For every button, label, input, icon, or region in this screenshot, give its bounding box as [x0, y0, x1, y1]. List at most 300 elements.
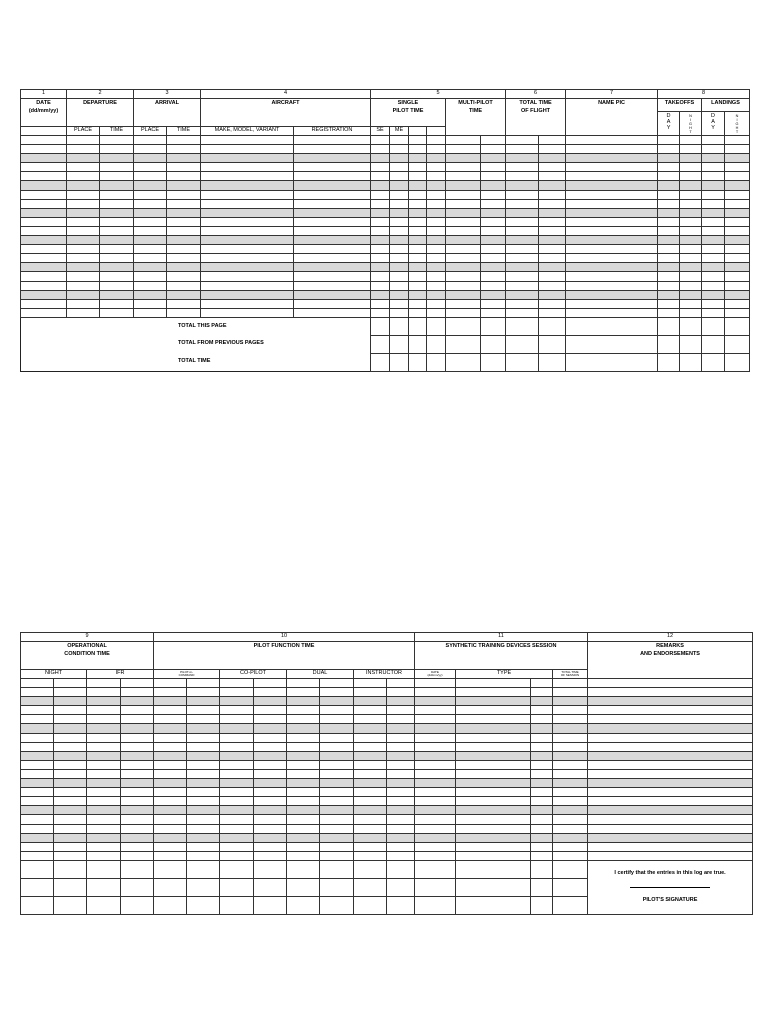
entry-cell[interactable]: [21, 154, 67, 163]
entry-cell[interactable]: [539, 217, 566, 226]
entry-cell[interactable]: [187, 842, 220, 851]
entry-cell[interactable]: [725, 163, 750, 172]
entry-cell[interactable]: [409, 236, 427, 245]
entry-cell[interactable]: [154, 697, 187, 706]
entry-cell[interactable]: [539, 172, 566, 181]
entry-cell[interactable]: [371, 145, 390, 154]
total-value-cell[interactable]: [371, 353, 390, 371]
entry-cell[interactable]: [21, 760, 54, 769]
entry-cell[interactable]: [446, 226, 481, 235]
entry-cell[interactable]: [134, 299, 167, 308]
entry-cell[interactable]: [254, 751, 287, 760]
entry-cell[interactable]: [506, 172, 539, 181]
entry-cell[interactable]: [553, 788, 588, 797]
entry-cell[interactable]: [446, 263, 481, 272]
entry-cell[interactable]: [287, 806, 320, 815]
entry-cell[interactable]: [725, 154, 750, 163]
entry-cell[interactable]: [287, 788, 320, 797]
entry-cell[interactable]: [21, 236, 67, 245]
entry-cell[interactable]: [539, 154, 566, 163]
entry-cell[interactable]: [725, 145, 750, 154]
entry-cell[interactable]: [415, 760, 456, 769]
entry-cell[interactable]: [154, 733, 187, 742]
entry-cell[interactable]: [287, 842, 320, 851]
entry-cell[interactable]: [21, 208, 67, 217]
entry-cell[interactable]: [588, 706, 753, 715]
total-value-cell[interactable]: [553, 896, 588, 914]
entry-cell[interactable]: [387, 679, 415, 688]
entry-cell[interactable]: [387, 806, 415, 815]
entry-cell[interactable]: [21, 308, 67, 317]
entry-cell[interactable]: [658, 254, 680, 263]
entry-cell[interactable]: [54, 724, 87, 733]
total-value-cell[interactable]: [390, 335, 409, 353]
entry-cell[interactable]: [371, 299, 390, 308]
entry-cell[interactable]: [254, 842, 287, 851]
entry-cell[interactable]: [371, 226, 390, 235]
entry-cell[interactable]: [588, 842, 753, 851]
entry-cell[interactable]: [371, 199, 390, 208]
total-value-cell[interactable]: [658, 317, 680, 335]
entry-cell[interactable]: [320, 788, 354, 797]
total-value-cell[interactable]: [725, 335, 750, 353]
entry-cell[interactable]: [154, 769, 187, 778]
entry-cell[interactable]: [87, 697, 121, 706]
entry-cell[interactable]: [21, 788, 54, 797]
entry-cell[interactable]: [134, 254, 167, 263]
entry-cell[interactable]: [390, 290, 409, 299]
entry-cell[interactable]: [354, 760, 387, 769]
entry-cell[interactable]: [21, 751, 54, 760]
entry-cell[interactable]: [702, 136, 725, 145]
entry-cell[interactable]: [320, 833, 354, 842]
entry-cell[interactable]: [287, 697, 320, 706]
entry-cell[interactable]: [456, 806, 531, 815]
total-value-cell[interactable]: [409, 317, 427, 335]
entry-cell[interactable]: [387, 688, 415, 697]
entry-cell[interactable]: [553, 760, 588, 769]
entry-cell[interactable]: [506, 226, 539, 235]
entry-cell[interactable]: [220, 697, 254, 706]
entry-cell[interactable]: [409, 254, 427, 263]
entry-cell[interactable]: [390, 154, 409, 163]
entry-cell[interactable]: [87, 706, 121, 715]
total-value-cell[interactable]: [54, 896, 87, 914]
entry-cell[interactable]: [100, 254, 134, 263]
entry-cell[interactable]: [154, 851, 187, 860]
entry-cell[interactable]: [254, 742, 287, 751]
entry-cell[interactable]: [134, 245, 167, 254]
entry-cell[interactable]: [87, 751, 121, 760]
entry-cell[interactable]: [427, 154, 446, 163]
entry-cell[interactable]: [680, 308, 702, 317]
total-value-cell[interactable]: [354, 896, 387, 914]
entry-cell[interactable]: [566, 136, 658, 145]
entry-cell[interactable]: [566, 245, 658, 254]
total-value-cell[interactable]: [658, 335, 680, 353]
entry-cell[interactable]: [588, 760, 753, 769]
entry-cell[interactable]: [387, 706, 415, 715]
entry-cell[interactable]: [531, 742, 553, 751]
entry-cell[interactable]: [553, 679, 588, 688]
entry-cell[interactable]: [446, 281, 481, 290]
entry-cell[interactable]: [680, 208, 702, 217]
entry-cell[interactable]: [658, 263, 680, 272]
entry-cell[interactable]: [320, 769, 354, 778]
entry-cell[interactable]: [539, 254, 566, 263]
entry-cell[interactable]: [371, 136, 390, 145]
entry-cell[interactable]: [456, 751, 531, 760]
entry-cell[interactable]: [390, 308, 409, 317]
entry-cell[interactable]: [134, 172, 167, 181]
entry-cell[interactable]: [409, 217, 427, 226]
entry-cell[interactable]: [87, 679, 121, 688]
entry-cell[interactable]: [134, 217, 167, 226]
entry-cell[interactable]: [725, 263, 750, 272]
entry-cell[interactable]: [100, 136, 134, 145]
total-value-cell[interactable]: [354, 860, 387, 878]
total-value-cell[interactable]: [427, 353, 446, 371]
entry-cell[interactable]: [702, 299, 725, 308]
total-value-cell[interactable]: [456, 878, 531, 896]
total-value-cell[interactable]: [387, 896, 415, 914]
total-value-cell[interactable]: [658, 353, 680, 371]
entry-cell[interactable]: [371, 281, 390, 290]
entry-cell[interactable]: [456, 706, 531, 715]
entry-cell[interactable]: [427, 136, 446, 145]
entry-cell[interactable]: [154, 806, 187, 815]
entry-cell[interactable]: [54, 779, 87, 788]
entry-cell[interactable]: [201, 254, 294, 263]
total-value-cell[interactable]: [566, 353, 658, 371]
entry-cell[interactable]: [354, 833, 387, 842]
entry-cell[interactable]: [371, 163, 390, 172]
entry-cell[interactable]: [390, 163, 409, 172]
entry-cell[interactable]: [539, 190, 566, 199]
entry-cell[interactable]: [134, 199, 167, 208]
entry-cell[interactable]: [481, 217, 506, 226]
total-value-cell[interactable]: [481, 353, 506, 371]
entry-cell[interactable]: [725, 254, 750, 263]
entry-cell[interactable]: [409, 245, 427, 254]
entry-cell[interactable]: [100, 226, 134, 235]
entry-cell[interactable]: [702, 254, 725, 263]
entry-cell[interactable]: [294, 208, 371, 217]
total-value-cell[interactable]: [187, 878, 220, 896]
entry-cell[interactable]: [427, 181, 446, 190]
entry-cell[interactable]: [87, 851, 121, 860]
entry-cell[interactable]: [294, 254, 371, 263]
entry-cell[interactable]: [21, 733, 54, 742]
entry-cell[interactable]: [725, 290, 750, 299]
entry-cell[interactable]: [21, 851, 54, 860]
entry-cell[interactable]: [320, 779, 354, 788]
entry-cell[interactable]: [167, 163, 201, 172]
entry-cell[interactable]: [167, 245, 201, 254]
entry-cell[interactable]: [506, 299, 539, 308]
entry-cell[interactable]: [531, 815, 553, 824]
entry-cell[interactable]: [588, 824, 753, 833]
entry-cell[interactable]: [187, 724, 220, 733]
entry-cell[interactable]: [21, 797, 54, 806]
entry-cell[interactable]: [531, 751, 553, 760]
entry-cell[interactable]: [187, 806, 220, 815]
entry-cell[interactable]: [154, 779, 187, 788]
entry-cell[interactable]: [187, 760, 220, 769]
total-value-cell[interactable]: [456, 860, 531, 878]
total-value-cell[interactable]: [320, 878, 354, 896]
entry-cell[interactable]: [387, 788, 415, 797]
entry-cell[interactable]: [658, 181, 680, 190]
total-value-cell[interactable]: [121, 860, 154, 878]
entry-cell[interactable]: [680, 281, 702, 290]
entry-cell[interactable]: [134, 263, 167, 272]
entry-cell[interactable]: [100, 181, 134, 190]
total-value-cell[interactable]: [531, 878, 553, 896]
entry-cell[interactable]: [134, 154, 167, 163]
entry-cell[interactable]: [167, 308, 201, 317]
entry-cell[interactable]: [409, 172, 427, 181]
entry-cell[interactable]: [294, 172, 371, 181]
total-value-cell[interactable]: [21, 896, 54, 914]
entry-cell[interactable]: [658, 190, 680, 199]
entry-cell[interactable]: [21, 742, 54, 751]
entry-cell[interactable]: [506, 281, 539, 290]
entry-cell[interactable]: [354, 715, 387, 724]
entry-cell[interactable]: [201, 208, 294, 217]
total-value-cell[interactable]: [702, 317, 725, 335]
entry-cell[interactable]: [680, 263, 702, 272]
entry-cell[interactable]: [287, 824, 320, 833]
entry-cell[interactable]: [21, 290, 67, 299]
entry-cell[interactable]: [87, 815, 121, 824]
entry-cell[interactable]: [21, 715, 54, 724]
entry-cell[interactable]: [531, 733, 553, 742]
entry-cell[interactable]: [220, 733, 254, 742]
entry-cell[interactable]: [187, 815, 220, 824]
entry-cell[interactable]: [294, 226, 371, 235]
total-value-cell[interactable]: [531, 896, 553, 914]
entry-cell[interactable]: [100, 281, 134, 290]
total-value-cell[interactable]: [254, 860, 287, 878]
entry-cell[interactable]: [201, 308, 294, 317]
entry-cell[interactable]: [725, 281, 750, 290]
entry-cell[interactable]: [566, 299, 658, 308]
entry-cell[interactable]: [506, 290, 539, 299]
entry-cell[interactable]: [21, 679, 54, 688]
entry-cell[interactable]: [294, 308, 371, 317]
entry-cell[interactable]: [201, 181, 294, 190]
entry-cell[interactable]: [371, 190, 390, 199]
entry-cell[interactable]: [702, 290, 725, 299]
entry-cell[interactable]: [531, 715, 553, 724]
entry-cell[interactable]: [566, 163, 658, 172]
entry-cell[interactable]: [187, 779, 220, 788]
total-value-cell[interactable]: [680, 335, 702, 353]
entry-cell[interactable]: [21, 769, 54, 778]
entry-cell[interactable]: [154, 842, 187, 851]
entry-cell[interactable]: [294, 217, 371, 226]
entry-cell[interactable]: [387, 842, 415, 851]
entry-cell[interactable]: [415, 788, 456, 797]
entry-cell[interactable]: [67, 254, 100, 263]
entry-cell[interactable]: [409, 163, 427, 172]
entry-cell[interactable]: [167, 236, 201, 245]
total-value-cell[interactable]: [680, 353, 702, 371]
total-value-cell[interactable]: [87, 878, 121, 896]
entry-cell[interactable]: [427, 308, 446, 317]
entry-cell[interactable]: [187, 715, 220, 724]
entry-cell[interactable]: [390, 254, 409, 263]
entry-cell[interactable]: [254, 824, 287, 833]
entry-cell[interactable]: [167, 190, 201, 199]
entry-cell[interactable]: [531, 842, 553, 851]
entry-cell[interactable]: [154, 724, 187, 733]
total-value-cell[interactable]: [539, 353, 566, 371]
entry-cell[interactable]: [121, 788, 154, 797]
entry-cell[interactable]: [680, 163, 702, 172]
entry-cell[interactable]: [67, 181, 100, 190]
entry-cell[interactable]: [371, 272, 390, 281]
total-value-cell[interactable]: [371, 317, 390, 335]
entry-cell[interactable]: [531, 788, 553, 797]
total-value-cell[interactable]: [287, 896, 320, 914]
entry-cell[interactable]: [456, 779, 531, 788]
total-value-cell[interactable]: [446, 317, 481, 335]
entry-cell[interactable]: [21, 824, 54, 833]
entry-cell[interactable]: [21, 842, 54, 851]
entry-cell[interactable]: [658, 208, 680, 217]
entry-cell[interactable]: [100, 299, 134, 308]
entry-cell[interactable]: [167, 281, 201, 290]
entry-cell[interactable]: [702, 217, 725, 226]
entry-cell[interactable]: [54, 742, 87, 751]
entry-cell[interactable]: [54, 751, 87, 760]
entry-cell[interactable]: [294, 181, 371, 190]
entry-cell[interactable]: [680, 199, 702, 208]
entry-cell[interactable]: [588, 688, 753, 697]
entry-cell[interactable]: [539, 308, 566, 317]
entry-cell[interactable]: [566, 217, 658, 226]
entry-cell[interactable]: [67, 299, 100, 308]
entry-cell[interactable]: [294, 163, 371, 172]
entry-cell[interactable]: [320, 851, 354, 860]
entry-cell[interactable]: [354, 769, 387, 778]
entry-cell[interactable]: [387, 697, 415, 706]
entry-cell[interactable]: [531, 851, 553, 860]
entry-cell[interactable]: [187, 797, 220, 806]
entry-cell[interactable]: [21, 199, 67, 208]
entry-cell[interactable]: [409, 181, 427, 190]
entry-cell[interactable]: [134, 181, 167, 190]
entry-cell[interactable]: [287, 733, 320, 742]
entry-cell[interactable]: [680, 290, 702, 299]
entry-cell[interactable]: [121, 797, 154, 806]
entry-cell[interactable]: [415, 688, 456, 697]
entry-cell[interactable]: [658, 281, 680, 290]
entry-cell[interactable]: [390, 181, 409, 190]
entry-cell[interactable]: [134, 281, 167, 290]
entry-cell[interactable]: [67, 163, 100, 172]
entry-cell[interactable]: [294, 245, 371, 254]
entry-cell[interactable]: [506, 272, 539, 281]
entry-cell[interactable]: [531, 706, 553, 715]
entry-cell[interactable]: [287, 769, 320, 778]
entry-cell[interactable]: [506, 208, 539, 217]
entry-cell[interactable]: [387, 779, 415, 788]
entry-cell[interactable]: [100, 217, 134, 226]
entry-cell[interactable]: [409, 145, 427, 154]
entry-cell[interactable]: [121, 733, 154, 742]
entry-cell[interactable]: [446, 208, 481, 217]
entry-cell[interactable]: [481, 299, 506, 308]
entry-cell[interactable]: [680, 272, 702, 281]
entry-cell[interactable]: [154, 742, 187, 751]
total-value-cell[interactable]: [371, 335, 390, 353]
entry-cell[interactable]: [539, 263, 566, 272]
entry-cell[interactable]: [67, 236, 100, 245]
entry-cell[interactable]: [415, 779, 456, 788]
entry-cell[interactable]: [481, 190, 506, 199]
entry-cell[interactable]: [21, 806, 54, 815]
entry-cell[interactable]: [100, 272, 134, 281]
total-value-cell[interactable]: [539, 317, 566, 335]
entry-cell[interactable]: [539, 181, 566, 190]
entry-cell[interactable]: [320, 733, 354, 742]
entry-cell[interactable]: [354, 851, 387, 860]
entry-cell[interactable]: [553, 806, 588, 815]
entry-cell[interactable]: [415, 697, 456, 706]
entry-cell[interactable]: [390, 245, 409, 254]
entry-cell[interactable]: [588, 679, 753, 688]
entry-cell[interactable]: [121, 806, 154, 815]
entry-cell[interactable]: [154, 797, 187, 806]
entry-cell[interactable]: [680, 145, 702, 154]
entry-cell[interactable]: [187, 679, 220, 688]
entry-cell[interactable]: [702, 263, 725, 272]
entry-cell[interactable]: [67, 272, 100, 281]
total-value-cell[interactable]: [21, 860, 54, 878]
entry-cell[interactable]: [553, 815, 588, 824]
entry-cell[interactable]: [287, 751, 320, 760]
total-value-cell[interactable]: [121, 896, 154, 914]
entry-cell[interactable]: [54, 797, 87, 806]
entry-cell[interactable]: [294, 290, 371, 299]
entry-cell[interactable]: [67, 245, 100, 254]
entry-cell[interactable]: [134, 190, 167, 199]
entry-cell[interactable]: [588, 697, 753, 706]
entry-cell[interactable]: [287, 679, 320, 688]
entry-cell[interactable]: [320, 751, 354, 760]
entry-cell[interactable]: [539, 208, 566, 217]
entry-cell[interactable]: [481, 172, 506, 181]
entry-cell[interactable]: [702, 281, 725, 290]
entry-cell[interactable]: [121, 697, 154, 706]
total-value-cell[interactable]: [531, 860, 553, 878]
entry-cell[interactable]: [566, 254, 658, 263]
entry-cell[interactable]: [588, 715, 753, 724]
entry-cell[interactable]: [320, 742, 354, 751]
entry-cell[interactable]: [702, 181, 725, 190]
total-value-cell[interactable]: [446, 335, 481, 353]
entry-cell[interactable]: [220, 824, 254, 833]
entry-cell[interactable]: [588, 797, 753, 806]
entry-cell[interactable]: [21, 217, 67, 226]
entry-cell[interactable]: [456, 760, 531, 769]
entry-cell[interactable]: [725, 245, 750, 254]
entry-cell[interactable]: [154, 751, 187, 760]
entry-cell[interactable]: [187, 824, 220, 833]
